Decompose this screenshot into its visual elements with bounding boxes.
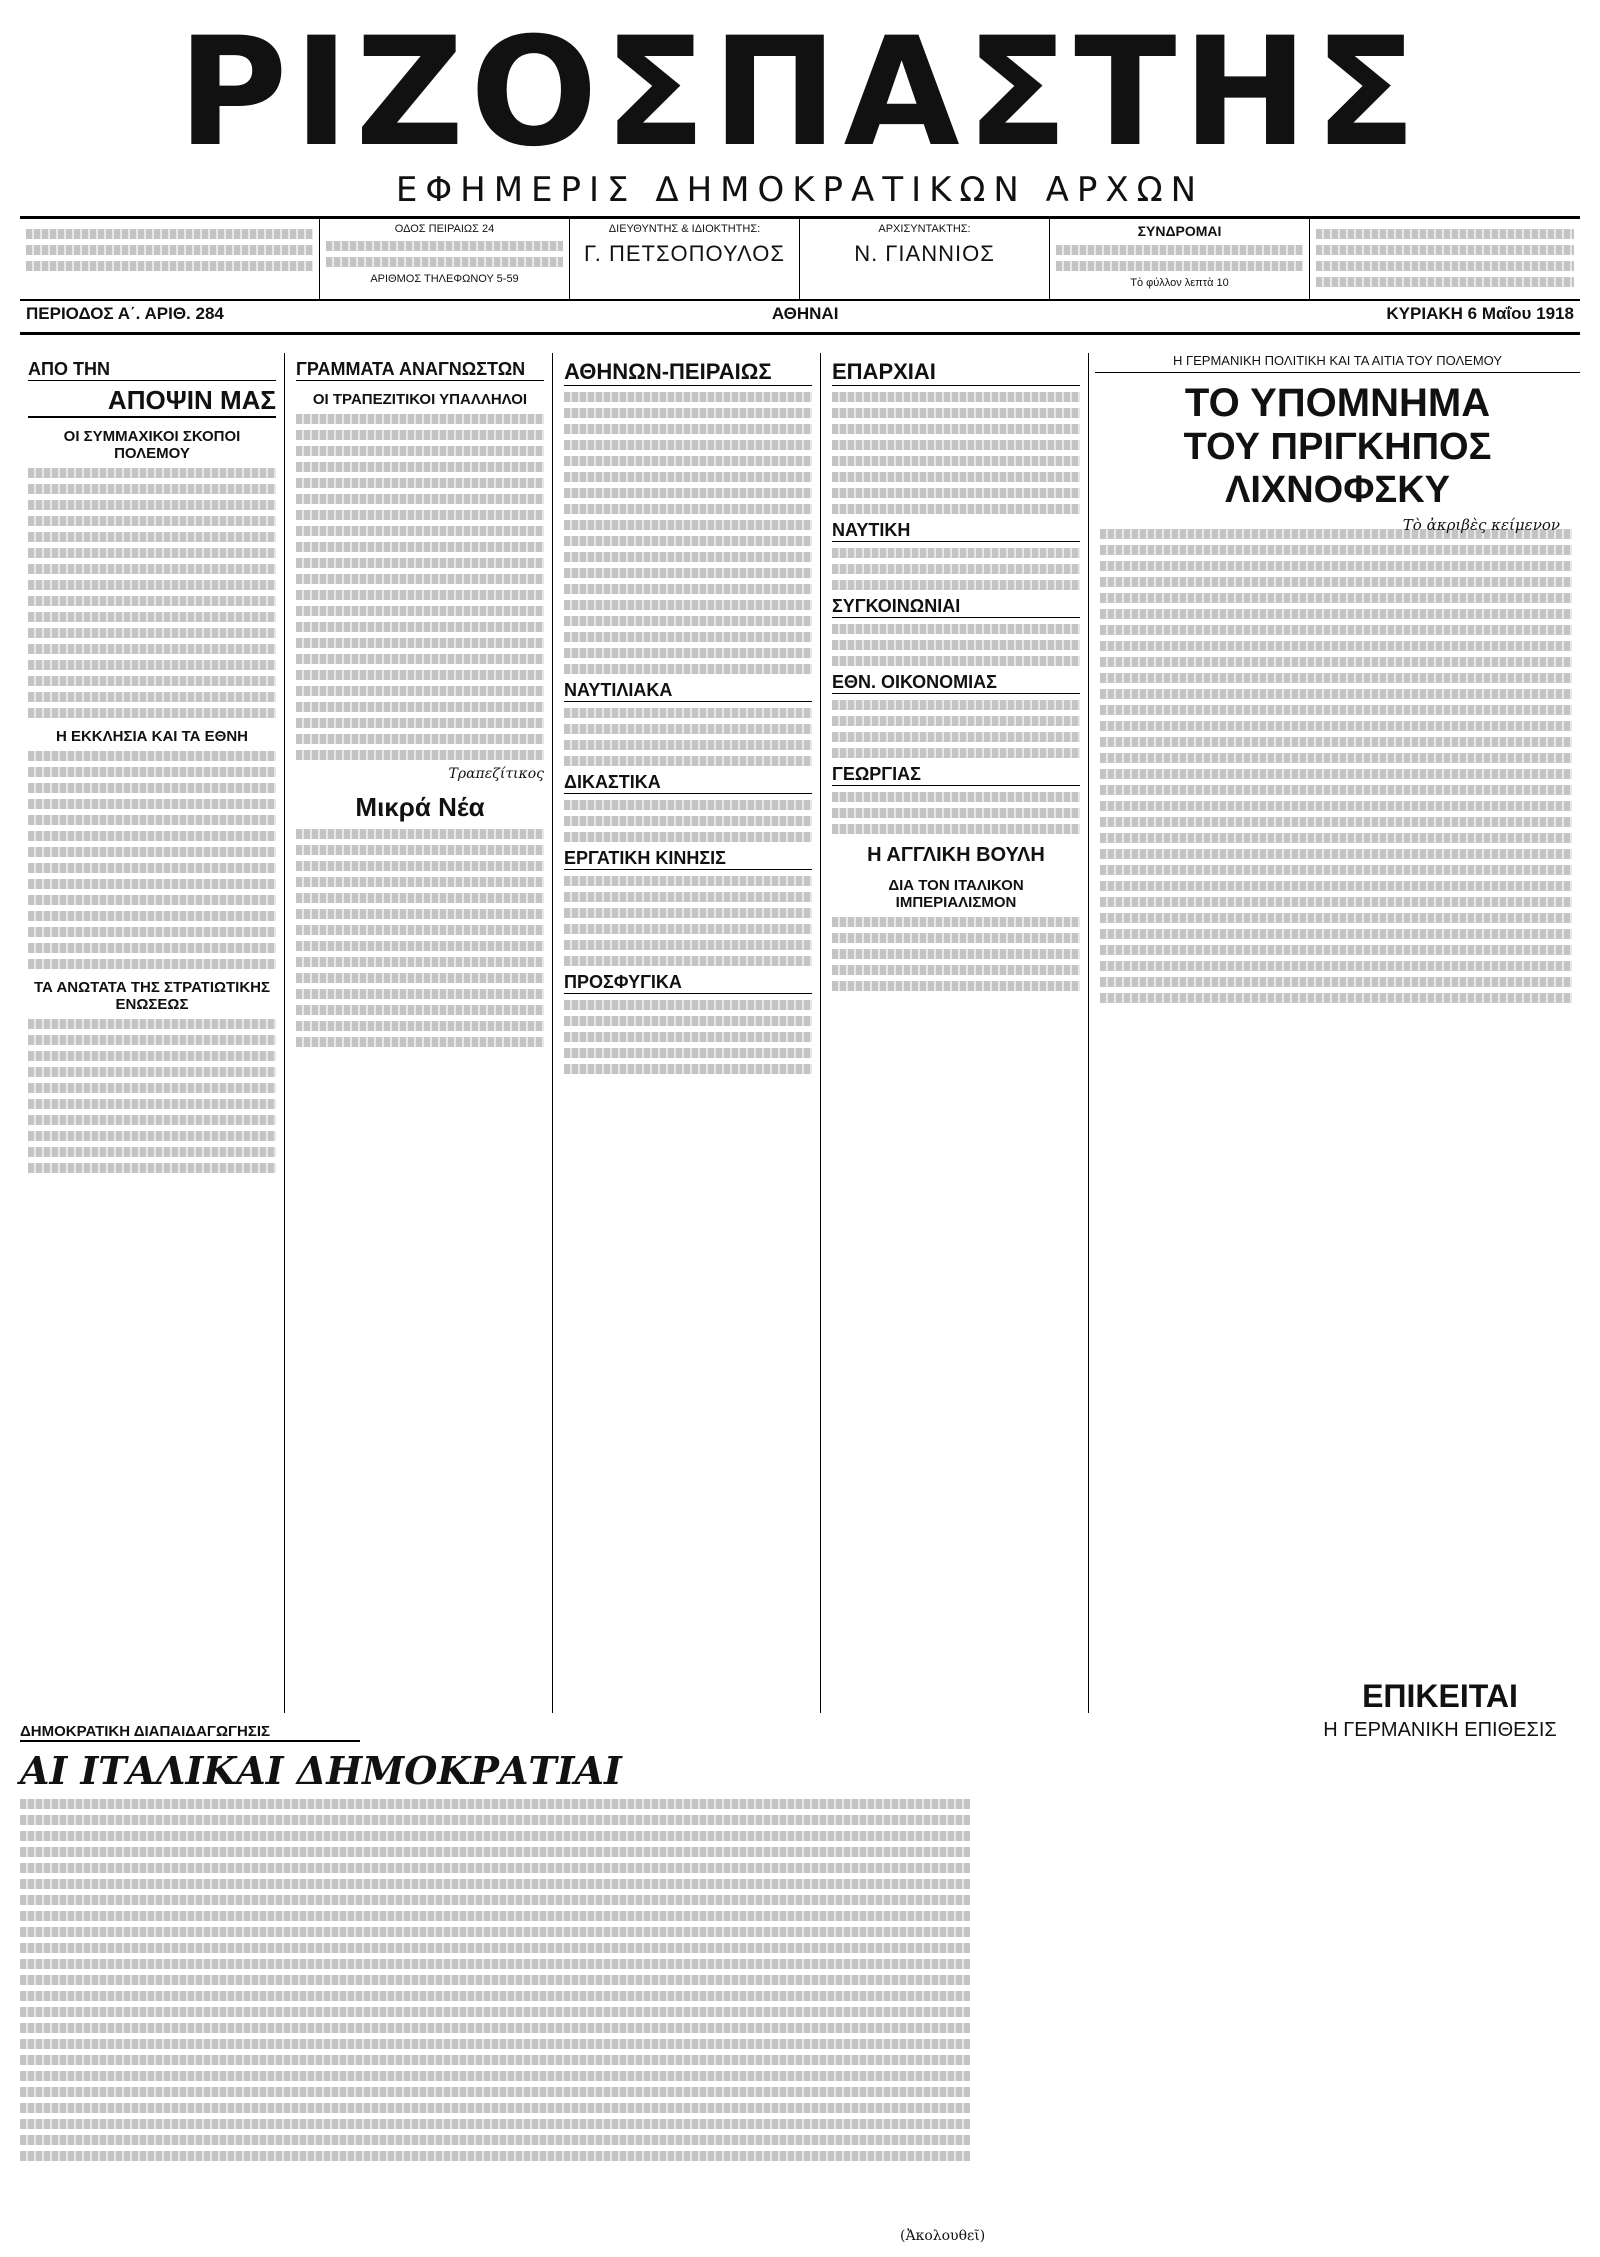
- col2-sub1: ΟΙ ΤΡΑΠΕΖΙΤΙΚΟΙ ΥΠΑΛΛΗΛΟΙ: [312, 391, 528, 408]
- bottom-headline: ΑΙ ΙΤΑΛΙΚΑΙ ΔΗΜΟΚΡΑΤΙΑΙ: [20, 1748, 622, 1793]
- col5-body: [1100, 529, 1572, 1003]
- info-bar: [20, 216, 1580, 301]
- col4-body2: [832, 548, 1080, 590]
- col1-kicker: ΑΠΟΨΙΝ ΜΑΣ: [28, 385, 276, 418]
- right-headline-1: ΤΟ ΥΠΟΜΝΗΜΑ: [1184, 381, 1491, 425]
- issue-number: ΠΕΡΙΟΔΟΣ Α΄. ΑΡΙΘ. 284: [26, 304, 224, 323]
- col3-body1: [564, 392, 812, 674]
- right-headline-block: [1095, 353, 1580, 534]
- epikeitai-block: [1300, 1678, 1580, 1742]
- col1-body3: [28, 1019, 276, 1173]
- col4-sub6: ΔΙΑ ΤΟΝ ΙΤΑΛΙΚΟΝ ΙΜΠΕΡΙΑΛΙΣΜΟΝ: [888, 877, 1024, 911]
- newspaper-page: [20, 6, 1580, 2244]
- col2-signature: Τραπεζίτικος: [448, 766, 544, 782]
- bottom-kicker: ΔΗΜΟΚΡΑΤΙΚΗ ΔΙΑΠΑΙΔΑΓΩΓΗΣΙΣ: [20, 1723, 360, 1742]
- col1-sub1: ΟΙ ΣΥΜΜΑΧΙΚΟΙ ΣΚΟΠΟΙ ΠΟΛΕΜΟΥ: [63, 428, 241, 462]
- masthead: [20, 6, 1580, 210]
- bottom-article: [20, 1723, 970, 2167]
- col4-body5: [832, 792, 1080, 834]
- info-subscriptions: [1050, 219, 1310, 299]
- continued-note: (Ἀκολουθεῖ): [900, 2228, 986, 2244]
- col2-body2: [296, 829, 544, 1047]
- col1-body1: [28, 468, 276, 718]
- col1-header: ΑΠΟ ΤΗΝ: [28, 359, 276, 381]
- col4-body6: [832, 917, 1080, 991]
- col3-body4: [564, 876, 812, 966]
- epikeitai-subheadline: Η ΓΕΡΜΑΝΙΚΗ ΕΠΙΘΕΣΙΣ: [1323, 1719, 1557, 1741]
- newspaper-subtitle: ΕΦΗΜΕΡΙΣ ΔΗΜΟΚΡΑΤΙΚΩΝ ΑΡΧΩΝ: [395, 170, 1205, 210]
- phone: ΑΡΙΘΜΟΣ ΤΗΛΕΦΩΝΟΥ 5-59: [370, 273, 519, 285]
- single-price: Τὸ φύλλον λεπτὰ 10: [1130, 277, 1229, 289]
- director-label: ΔΙΕΥΘΥΝΤΗΣ & ΙΔΙΟΚΤΗΤΗΣ:: [608, 223, 761, 235]
- dateline: [20, 301, 1580, 335]
- column-3: [556, 353, 821, 1713]
- col4-body4: [832, 700, 1080, 758]
- editor-name: Ν. ΓΙΑΝΝΙΟΣ: [854, 241, 995, 266]
- column-4: [824, 353, 1089, 1713]
- issue-date: ΚΥΡΙΑΚΗ 6 Μαΐου 1918: [1386, 304, 1574, 323]
- col4-sub1: ΝΑΥΤΙΚΗ: [832, 520, 1080, 542]
- col1-sub3: ΤΑ ΑΝΩΤΑΤΑ ΤΗΣ ΣΤΡΑΤΙΩΤΙΚΗΣ ΕΝΩΣΕΩΣ: [33, 979, 271, 1013]
- column-1: [20, 353, 285, 1713]
- info-editor: [800, 219, 1050, 299]
- col3-sub1: ΝΑΥΤΙΛΙΑΚΑ: [564, 680, 812, 702]
- right-kicker: Η ΓΕΡΜΑΝΙΚΗ ΠΟΛΙΤΙΚΗ ΚΑΙ ΤΑ ΑΙΤΙΑ ΤΟΥ ΠΟΛΕΜΟΥ: [1095, 353, 1580, 373]
- col3-body3: [564, 800, 812, 842]
- col4-sub2: ΣΥΓΚΟΙΝΩΝΙΑΙ: [832, 596, 1080, 618]
- col3-sub4: ΠΡΟΣΦΥΓΙΚΑ: [564, 972, 812, 994]
- col3-body2: [564, 708, 812, 766]
- city: ΑΘΗΝΑΙ: [771, 304, 839, 323]
- col4-body3: [832, 624, 1080, 666]
- col3-sub2: ΔΙΚΑΣΤΙΚΑ: [564, 772, 812, 794]
- info-address: [320, 219, 570, 299]
- newspaper-title: ΡΙΖΟΣΠΑΣΤΗΣ: [177, 6, 1423, 180]
- director-name: Γ. ΠΕΤΣΟΠΟΥΛΟΣ: [584, 241, 785, 266]
- editor-label: ΑΡΧΙΣΥΝΤΑΚΤΗΣ:: [878, 223, 971, 235]
- col2-sub3: Μικρά Νέα: [355, 792, 485, 822]
- col1-body2: [28, 751, 276, 969]
- info-director: [570, 219, 800, 299]
- col2-body1: [296, 414, 544, 760]
- address: ΟΔΟΣ ΠΕΙΡΑΙΩΣ 24: [394, 223, 495, 235]
- bottom-body: [20, 1799, 970, 2161]
- article-columns: [20, 353, 1580, 1723]
- col3-header: ΑΘΗΝΩΝ-ΠΕΙΡΑΙΩΣ: [564, 359, 812, 386]
- col2-header: ΓΡΑΜΜΑΤΑ ΑΝΑΓΝΩΣΤΩΝ: [296, 359, 544, 381]
- col3-sub3: ΕΡΓΑΤΙΚΗ ΚΙΝΗΣΙΣ: [564, 848, 812, 870]
- column-2: [288, 353, 553, 1713]
- col4-body1: [832, 392, 1080, 514]
- col4-sub3: ΕΘΝ. ΟΙΚΟΝΟΜΙΑΣ: [832, 672, 1080, 694]
- info-left: [20, 219, 320, 299]
- col3-body5: [564, 1000, 812, 1074]
- info-right: [1310, 219, 1580, 299]
- epikeitai-headline: ΕΠΙΚΕΙΤΑΙ: [1362, 1678, 1518, 1714]
- right-subheadline: Τὸ ἀκριβὲς κείμενον: [1402, 516, 1560, 534]
- column-5: [1092, 353, 1580, 1713]
- col1-sub2: Η ΕΚΚΛΗΣΙΑ ΚΑΙ ΤΑ ΕΘΝΗ: [55, 728, 249, 745]
- col4-header: ΕΠΑΡΧΙΑΙ: [832, 359, 1080, 386]
- col4-sub5: Η ΑΓΓΛΙΚΗ ΒΟΥΛΗ: [867, 844, 1045, 866]
- subscriptions-label: ΣΥΝΔΡΟΜΑΙ: [1137, 223, 1222, 239]
- col4-sub4: ΓΕΩΡΓΙΑΣ: [832, 764, 1080, 786]
- right-headline-2: ΤΟΥ ΠΡΙΓΚΗΠΟΣ ΛΙΧΝΟΦΣΚΥ: [1183, 426, 1492, 511]
